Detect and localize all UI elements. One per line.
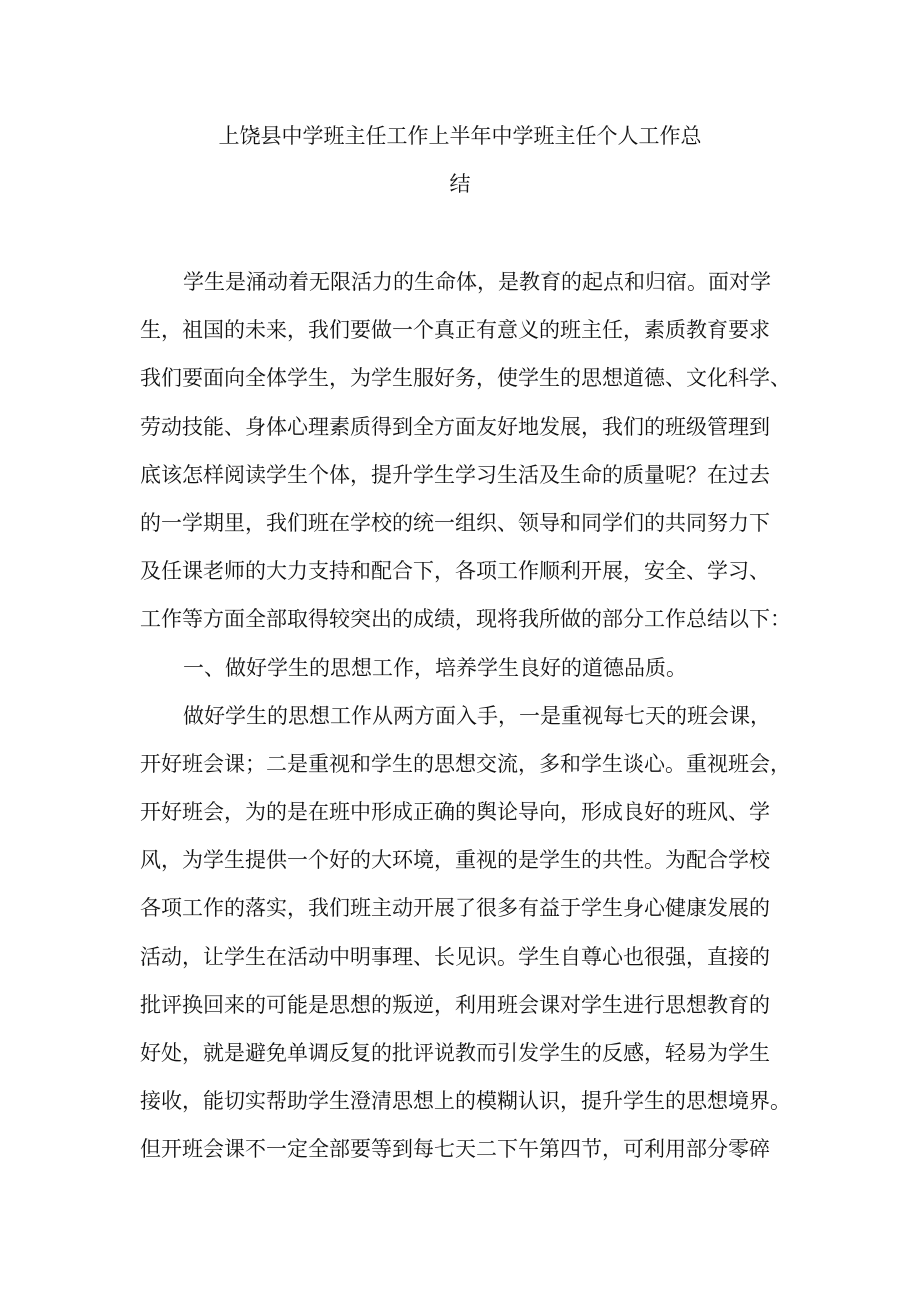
text-line: 生，祖国的未来，我们要做一个真正有意义的班主任，素质教育要求 xyxy=(140,318,770,343)
text-line: 但开班会课不一定全部要等到每七天二下午第四节，可利用部分零碎 xyxy=(140,1137,770,1162)
document-title xyxy=(138,112,782,208)
text-line: 做好学生的思想工作从两方面入手，一是重视每七天的班会课， xyxy=(183,703,771,728)
text-line: 好处，就是避免单调反复的批评说教而引发学生的反感，轻易为学生 xyxy=(140,1041,770,1065)
text-line: 开好班会课；二是重视和学生的思想交流，多和学生谈心。重视班会， xyxy=(140,751,791,776)
text-line: 活动，让学生在活动中明事理、长见识。学生自尊心也很强，直接的 xyxy=(140,944,770,969)
text-line: 的一学期里，我们班在学校的统一组织、领导和同学们的共同努力下 xyxy=(140,510,770,535)
text-line: 我们要面向全体学生，为学生服好务，使学生的思想道德、文化科学、 xyxy=(140,366,791,391)
text-line: 开好班会，为的是在班中形成正确的舆论导向，形成良好的班风、学 xyxy=(140,800,770,825)
section-heading: 一、做好学生的思想工作，培养学生良好的道德品质。 xyxy=(183,655,687,680)
paragraph-heading-1 xyxy=(140,644,790,692)
text-line: 接收，能切实帮助学生澄清思想上的模糊认识，提升学生的思想境界。 xyxy=(140,1089,791,1114)
text-line: 批评换回来的可能是思想的叛逆，利用班会课对学生进行思想教育的 xyxy=(140,992,770,1017)
paragraph-section-1 xyxy=(140,692,790,1174)
document-body xyxy=(140,258,790,1174)
text-line: 学生是涌动着无限活力的生命体，是教育的起点和归宿。面对学 xyxy=(183,270,771,294)
text-line: 风，为学生提供一个好的大环境，重视的是学生的共性。为配合学校 xyxy=(140,848,770,873)
paragraph-intro xyxy=(140,258,790,644)
title-line: 结 xyxy=(449,172,471,197)
text-line: 底该怎样阅读学生个体，提升学生学习生活及生命的质量呢？在过去 xyxy=(140,462,770,487)
text-line: 劳动技能、身体心理素质得到全方面友好地发展，我们的班级管理到 xyxy=(140,414,770,439)
text-line: 工作等方面全部取得较突出的成绩，现将我所做的部分工作总结以下： xyxy=(140,607,791,632)
text-line: 各项工作的落实，我们班主动开展了很多有益于学生身心健康发展的 xyxy=(140,896,770,921)
text-line: 及任课老师的大力支持和配合下，各项工作顺利开展，安全、学习、 xyxy=(140,559,770,584)
title-line: 上饶县中学班主任工作上半年中学班主任个人工作总 xyxy=(218,124,702,148)
